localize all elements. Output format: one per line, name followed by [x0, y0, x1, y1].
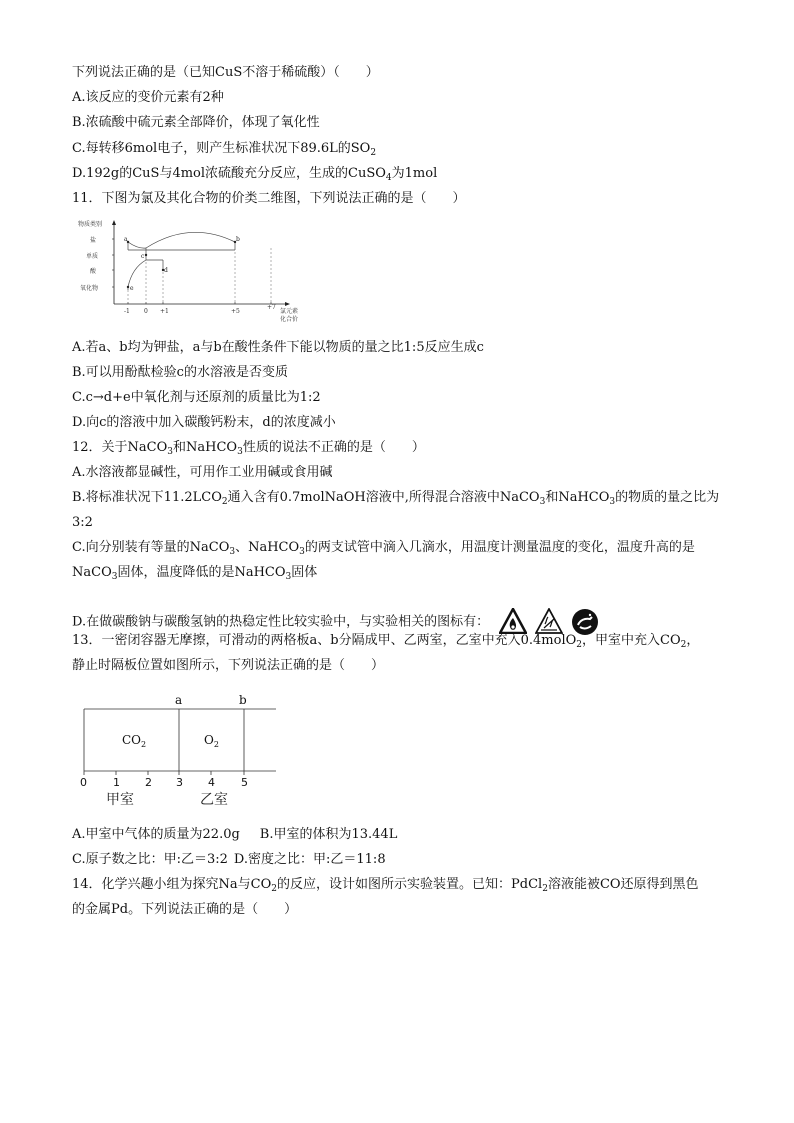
- question-14: 14．化学兴趣小组为探究Na与$CO_2$的反应，设计如图所示实验装置。已知：PdCl$_2$溶液能被CO还原得到黑色: [72, 877, 699, 894]
- chart-xlabel-1: 氯元素: [280, 308, 299, 315]
- option-a: A.该反应的变价元素有2种: [72, 90, 224, 105]
- q13-options-cd: C.原子数之比：甲:乙＝3:2 D.密度之比：甲:乙＝11:8: [72, 852, 386, 867]
- option-d: D.192g的CuS与4mol浓硫酸充分反应，生成的CuSO$_4$为1mol: [72, 166, 438, 183]
- gas-o2: $O_2$: [204, 733, 219, 749]
- xtick-neg1: -1: [124, 308, 130, 315]
- q11-option-b: B.可以用酚酞检验c的水溶液是否变质: [72, 365, 288, 380]
- q12-option-c: C.向分别装有等量的NaCO$_3$、NaHCO$_3$的两支试管中滴入几滴水，用温度计测量温度的变化，温度升高的是: [72, 540, 695, 557]
- q12-option-b-cont: 3:2: [72, 515, 93, 530]
- scale-4: 4: [208, 776, 215, 789]
- question-13-cont: 静止时隔板位置如图所示，下列说法正确的是（ ）: [72, 658, 385, 673]
- point-b: b: [236, 236, 240, 243]
- partition-b-label: b: [239, 693, 247, 707]
- question-stem: 下列说法正确的是（已知CuS不溶于稀硫酸）（ ）: [72, 65, 379, 80]
- q12-option-d: D.在做碳酸钠与碳酸氢钠的热稳定性比较实验中，与实验相关的图标有：: [72, 608, 599, 636]
- q11-option-d: D.向c的溶液中加入碳酸钙粉末，d的浓度减小: [72, 415, 336, 430]
- scale-0: 0: [80, 776, 87, 789]
- point-c: c: [141, 253, 145, 260]
- point-e: e: [130, 285, 134, 292]
- chlorine-valence-diagram: [78, 218, 308, 330]
- chart-ylabel: 物质类别: [78, 221, 103, 228]
- ytick-acid: 酸: [90, 268, 97, 275]
- room-jia-label: 甲室: [106, 792, 134, 808]
- scale-3: 3: [176, 776, 183, 789]
- question-13: 13．一密闭容器无摩擦，可滑动的两格板a、b分隔成甲、乙两室，乙室中充入0.4molO$_2$，甲室中充入$CO_2$，: [72, 633, 700, 650]
- ytick-oxide: 氧化物: [80, 285, 99, 292]
- ytick-salt: 盐: [90, 237, 97, 244]
- scale-5: 5: [241, 776, 248, 789]
- q11-option-a: A.若a、b均为钾盐，a与b在酸性条件下能以物质的量之比1:5反应生成c: [72, 340, 484, 355]
- q12-option-c-cont: NaCO$_3$固体，温度降低的是NaHCO$_3$固体: [72, 565, 318, 582]
- flame-icon: [499, 608, 527, 634]
- partition-container-figure: [76, 690, 286, 808]
- option-b: B.浓硫酸中硫元素全部降价，体现了氧化性: [72, 115, 320, 130]
- q12-option-b: B.将标准状况下$11.2LCO_2$通入含有0.7molNaOH溶液中,所得混合溶液中NaCO$_3$和NaHCO$_3$的物质的量之比为: [72, 490, 720, 507]
- xtick-plus5: +5: [231, 308, 240, 315]
- room-yi-label: 乙室: [200, 792, 228, 808]
- scale-2: 2: [145, 776, 152, 789]
- ytick-element: 单质: [86, 253, 99, 260]
- q11-option-c: C.c→d+e中氧化剂与还原剂的质量比为1:2: [72, 390, 321, 405]
- xtick-0: 0: [144, 308, 148, 315]
- question-11: 11．下图为氯及其化合物的价类二维图，下列说法正确的是（ ）: [72, 191, 466, 206]
- point-a: a: [124, 236, 128, 243]
- option-c: C.每转移6mol电子，则产生标准状况下89.6L的$SO_2$: [72, 141, 377, 158]
- q12-option-a: A.水溶液都显碱性，可用作工业用碱或食用碱: [72, 465, 333, 480]
- gas-co2: $CO_2$: [122, 733, 147, 749]
- scale-1: 1: [113, 776, 120, 789]
- xtick-plus1: +1: [160, 308, 169, 315]
- question-14-cont: 的金属Pd。下列说法正确的是（ ）: [72, 902, 298, 917]
- xtick-plus7: +7: [267, 304, 276, 311]
- chart-xlabel-2: 化合价: [280, 316, 299, 323]
- question-12: 12．关于NaCO$_3$和NaHCO$_3$性质的说法不正确的是（ ）: [72, 440, 425, 457]
- partition-a-label: a: [175, 693, 183, 707]
- wash-hands-icon: [571, 608, 599, 636]
- point-d: d: [164, 267, 168, 274]
- hot-surface-icon: [535, 608, 563, 634]
- q13-options-ab: A.甲室中气体的质量为22.0g B.甲室的体积为13.44L: [72, 827, 398, 842]
